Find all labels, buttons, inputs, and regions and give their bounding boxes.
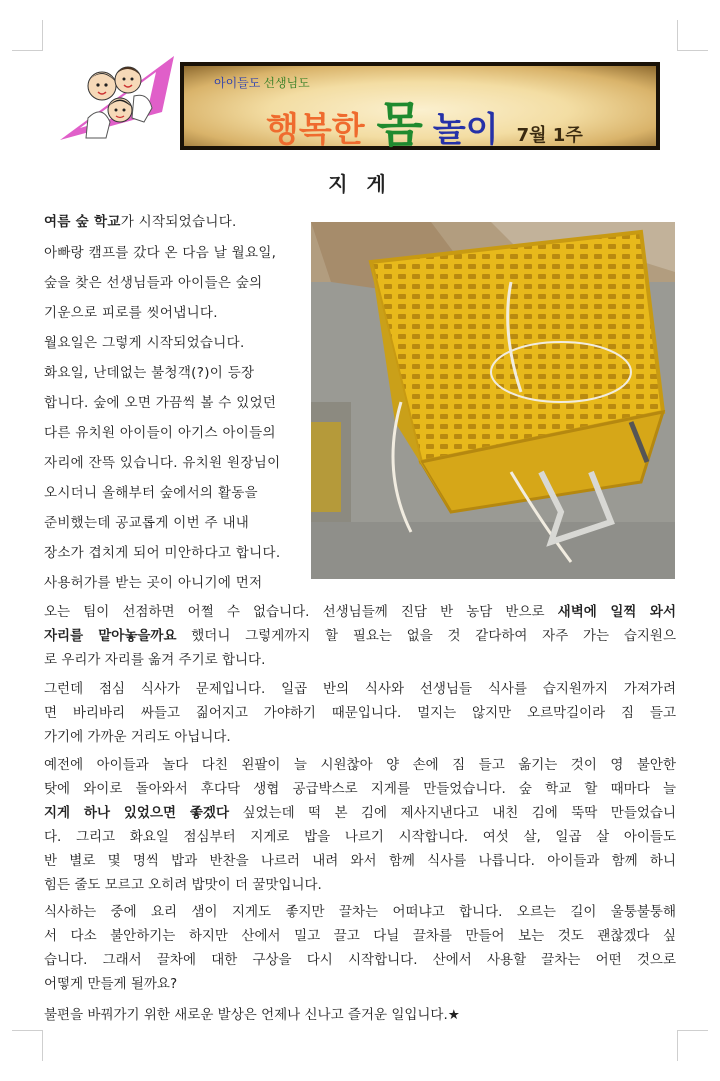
header-banner bbox=[180, 62, 660, 153]
bold-phrase: 지게 하나 있었으면 좋겠다 bbox=[44, 805, 229, 821]
text-line: 반 별로 몇 명씩 밥과 반찬을 나르러 내려 와서 함께 식사를 나릅니다. 아이들과 함께 하니 bbox=[44, 853, 676, 869]
text-line: 자리에 잔뜩 있습니다. 유치원 원장님이 bbox=[44, 455, 281, 471]
banner-title-play: 놀이 bbox=[432, 110, 499, 150]
text-line: 준비했는데 공교롭게 이번 주 내내 bbox=[44, 515, 250, 531]
text-line: 식사하는 중에 요리 샘이 지게도 좋지만 끌차는 어떠냐고 합니다. 오르는 길이 울퉁불퉁해 bbox=[44, 904, 676, 920]
text-line: 탓에 와이로 돌아와서 후다닥 생협 공급박스로 지게를 만들었습니다. 숲 학교 할 때마다 늘 bbox=[44, 781, 676, 797]
crop-mark-bottom-right bbox=[677, 1030, 708, 1061]
text-line: 장소가 겹치게 되어 미안하다고 합니다. bbox=[44, 545, 281, 561]
text-line: 가기에 가까운 거리도 아닙니다. bbox=[44, 729, 231, 745]
text-line: 어떻게 만들게 될까요? bbox=[44, 976, 178, 992]
banner-subtitle-teachers: 선생님도 bbox=[263, 76, 310, 90]
text-line: 면 바리바리 싸들고 짊어지고 가야하기 때문입니다. 멀지는 않지만 오르막길이라 짐 들고 bbox=[44, 705, 676, 721]
text-line: 다른 유치원 아이들이 아기스 아이들의 bbox=[44, 425, 276, 441]
text-line: 월요일은 그렇게 시작되었습니다. bbox=[44, 335, 245, 351]
kids-logo bbox=[58, 52, 176, 146]
text-line: 서 다소 불안하기는 하지만 산에서 밀고 끌고 다닐 끌차를 만들어 보는 것도 괜찮겠다 싶 bbox=[44, 928, 676, 944]
text-line: 숲을 찾은 선생님들과 아이들은 숲의 bbox=[44, 275, 263, 291]
text-line: 로 우리가 자리를 옮겨 주기로 합니다. bbox=[44, 652, 266, 668]
banner-title-happy: 행복한 bbox=[266, 110, 365, 150]
bold-phrase: 여름 숲 학교 bbox=[44, 214, 121, 230]
crop-mark-bottom-left bbox=[12, 1030, 43, 1061]
text-line: 다. 그리고 화요일 점심부터 지게로 밥을 나르기 시작합니다. 여섯 살, 일곱 살 아이들도 bbox=[44, 829, 676, 845]
article-title: 지 게 bbox=[328, 172, 392, 196]
bold-phrase: 새벽에 일찍 와서 bbox=[557, 604, 676, 620]
text-line: 그런데 점심 식사가 문제입니다. 일곱 반의 식사와 선생님들 식사를 습지원까지 가져가려 bbox=[44, 681, 676, 697]
crop-mark-top-left bbox=[12, 20, 43, 51]
text-line: 지게 하나 있었으면 좋겠다 싶었는데 떡 본 김에 제사지낸다고 내친 김에 뚝딱 만들었습니 bbox=[44, 805, 676, 821]
banner-subtitle-kids: 아이들도 bbox=[214, 76, 261, 90]
crop-mark-top-right bbox=[677, 20, 708, 51]
text-line: 불편을 바꿔가기 위한 새로운 발상은 언제나 신나고 즐거운 일입니다.★ bbox=[44, 1007, 460, 1023]
text-line: 오시더니 올해부터 숲에서의 활동을 bbox=[44, 485, 258, 501]
banner-title-body: 몸 bbox=[376, 97, 423, 153]
bold-phrase: 자리를 맡아놓을까요 bbox=[44, 628, 177, 644]
text-line: 습니다. 그래서 끌차에 대한 구상을 다시 시작합니다. 산에서 사용할 끌차는 어떤 것으로 bbox=[44, 952, 676, 968]
text-line: 화요일, 난데없는 불청객(?)이 등장 bbox=[44, 365, 255, 381]
text-line: 여름 숲 학교가 시작되었습니다. bbox=[44, 214, 237, 230]
text-line: 오는 팀이 선점하면 어쩔 수 없습니다. 선생님들께 진담 반 농담 반으로 새벽에 일찍 와서 bbox=[44, 604, 676, 620]
banner-title bbox=[266, 86, 583, 155]
jige-basket-photo bbox=[311, 222, 675, 579]
text-line: 기운으로 피로를 씻어냅니다. bbox=[44, 305, 218, 321]
text-line: 아빠랑 캠프를 갔다 온 다음 날 월요일, bbox=[44, 245, 277, 261]
banner-week: 7월 1주 bbox=[516, 125, 583, 146]
text-line: 자리를 맡아놓을까요 했더니 그렇게까지 할 필요는 없을 것 같다하여 자주 가는 습지원으 bbox=[44, 628, 676, 644]
text-line: 사용허가를 받는 곳이 아니기에 먼저 bbox=[44, 575, 263, 591]
text-line: 예전에 아이들과 놀다 다친 왼팔이 늘 시원찮아 양 손에 짐 들고 옮기는 것이 영 불안한 bbox=[44, 757, 676, 773]
text-line: 합니다. 숲에 오면 가끔씩 볼 수 있었던 bbox=[44, 395, 277, 411]
text-line: 힘든 줄도 모르고 오히려 밥맛이 더 꿀맛입니다. bbox=[44, 877, 322, 893]
